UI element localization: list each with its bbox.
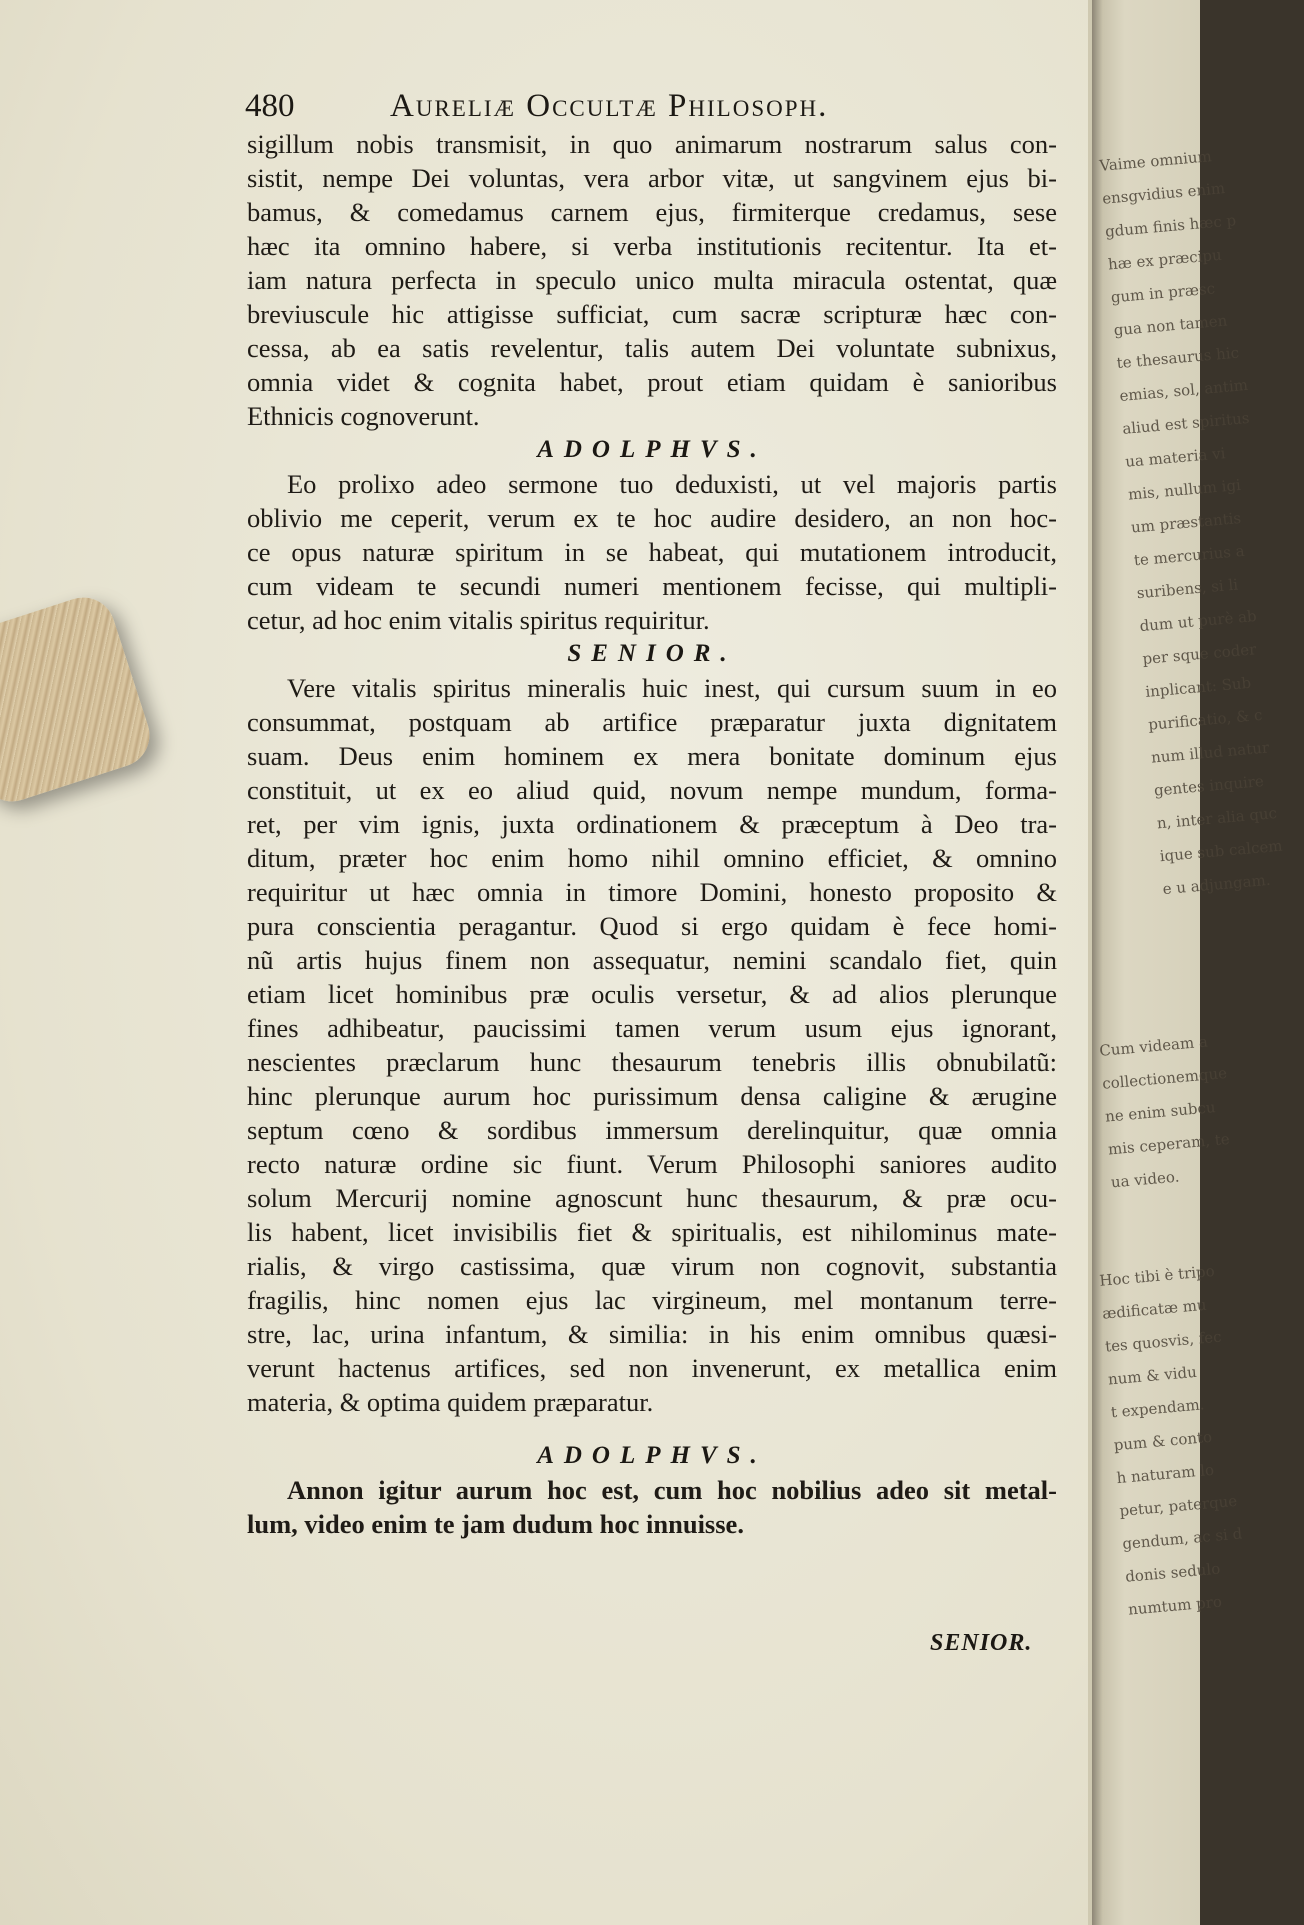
text-line: ce opus naturæ spiritum in se habeat, qui mutationem introducit, [247, 537, 1057, 567]
text-line: stre, lac, urina infantum, & similia: in his enim omnibus quæsi- [247, 1319, 1057, 1349]
facing-text-fragment: ædificatæ mu [1101, 1295, 1208, 1323]
speaker-heading: ADOLPHVS. [537, 1442, 767, 1469]
facing-text-fragment: numtum pro [1127, 1592, 1223, 1619]
text-line: nũ artis hujus finem non assequatur, nemini scandalo fiet, quin [247, 945, 1057, 975]
facing-text-fragment: h naturam lo [1115, 1460, 1215, 1488]
speaker-heading: SENIOR. [567, 640, 737, 667]
page-number: 480 [245, 88, 295, 124]
page-body-text [247, 127, 1057, 1541]
text-line: recto naturæ ordine sic fiunt. Verum Philosophi saniores audito [247, 1149, 1057, 1179]
text-line: suam. Deus enim hominem ex mera bonitate dominum ejus [247, 741, 1057, 771]
running-head: Aureliæ Occultæ Philosoph. [390, 88, 829, 124]
facing-text-fragment: num illud natur [1150, 738, 1270, 767]
facing-text-block-1 [1098, 138, 1304, 906]
text-line: pura conscientia peragantur. Quod si ergo quidam è fece homi- [247, 911, 1057, 941]
catchword: SENIOR. [930, 1630, 1033, 1656]
text-line: ditum, præter hoc enim homo nihil omnino efficiet, & omnino [247, 843, 1057, 873]
facing-text-fragment: gdum finis hæc p [1104, 211, 1237, 241]
text-line: Eo prolixo adeo sermone tuo deduxisti, ut vel majoris partis [287, 469, 1057, 499]
text-line: sistit, nempe Dei voluntas, vera arbor vitæ, ut sangvinem ejus bi- [247, 163, 1057, 193]
facing-text-fragment: petur, paterque [1118, 1491, 1238, 1521]
facing-text-fragment: aliud est spiritus [1121, 408, 1251, 438]
text-line: rialis, & virgo castissima, quæ virum non cognovit, substantia [247, 1251, 1057, 1281]
facing-text-fragment: t expendam. [1110, 1395, 1206, 1422]
text-line: fragilis, hinc nomen ejus lac virgineum, mel montanum terre- [247, 1285, 1057, 1315]
facing-text-fragment: um præstantis [1130, 508, 1242, 537]
facing-text-fragment: e u adjungam. [1161, 870, 1272, 899]
facing-text-fragment: n, inter alia quc [1156, 803, 1278, 833]
facing-text-fragment: dum ut purè ab [1138, 606, 1258, 636]
facing-text-fragment: ensgvidius enim [1101, 179, 1226, 208]
text-line: sigillum nobis transmisit, in quo animarum nostrarum salus con- [247, 129, 1057, 159]
text-line: lis habent, licet invisibilis fiet & spiritualis, est nihilominus mate- [247, 1217, 1057, 1247]
facing-text-fragment: Vaime omnium [1098, 147, 1213, 175]
facing-text-fragment: ua materia vi [1124, 444, 1227, 471]
facing-text-fragment: pum & conto [1112, 1427, 1213, 1455]
facing-text-fragment: purificatio, & c [1147, 705, 1264, 734]
text-line: cessa, ab ea satis revelentur, talis autem Dei voluntate subnixus, [247, 333, 1057, 363]
facing-text-fragment: collectionemque [1101, 1063, 1228, 1093]
facing-text-fragment: emias, sol, antim [1118, 375, 1249, 406]
text-line: nescientes præclarum hunc thesaurum tenebris illis obnubilatũ: [247, 1047, 1057, 1077]
text-line: fines adhibeatur, paucissimi tamen verum usum ejus ignorant, [247, 1013, 1057, 1043]
text-line: etiam licet hominibus præ oculis versetur, & ad alios plerunque [247, 979, 1057, 1009]
text-line: consummat, postquam ab artifice præparatur juxta dignitatem [247, 707, 1057, 737]
text-line: breviuscule hic attigisse sufficiat, cum sacræ scripturæ hæc con- [247, 299, 1057, 329]
facing-text-fragment: Hoc tibi è tripo [1098, 1261, 1216, 1290]
facing-text-fragment: gum in præsc [1110, 279, 1216, 307]
text-line: Annon igitur aurum hoc est, cum hoc nobilius adeo sit metal- [287, 1475, 1057, 1505]
text-line: cum videam te secundi numeri mentionem fecisse, qui multipli- [247, 571, 1057, 601]
facing-text-fragment: suribens, si li [1135, 575, 1239, 603]
facing-text-fragment: te mercurius a [1133, 541, 1246, 570]
facing-text-fragment: mis ceperam, te [1107, 1129, 1231, 1159]
facing-text-fragment: Cum videam a [1098, 1032, 1209, 1060]
text-line: bamus, & comedamus carnem ejus, firmiterque credamus, sese [247, 197, 1057, 227]
text-line: septum cœno & sordibus immersum derelinquitur, quæ omnia [247, 1115, 1057, 1145]
text-line: constituit, ut ex eo aliud quid, novum nempe mundum, forma- [247, 775, 1057, 805]
facing-text-fragment: gua non tamen [1112, 311, 1228, 340]
facing-text-fragment: num & vidu [1107, 1362, 1198, 1389]
facing-text-block-3 [1098, 1253, 1269, 1627]
text-line: ret, per vim ignis, juxta ordinationem & præceptum à Deo tra- [247, 809, 1057, 839]
facing-text-fragment: per sque coder [1141, 640, 1257, 669]
facing-text-block-2 [1098, 1023, 1252, 1200]
facing-text-fragment: hæ ex præcipu [1107, 245, 1223, 274]
text-line: requiritur ut hæc omnia in timore Domini, honesto proposito & [247, 877, 1057, 907]
facing-text-fragment: te thesaurus hic [1115, 343, 1240, 373]
text-line: cetur, ad hoc enim vitalis spiritus requiritur. [247, 605, 710, 635]
text-line: iam natura perfecta in speculo unico multa miracula ostentat, quæ [247, 265, 1057, 295]
facing-text-fragment: donis sedulo [1124, 1559, 1221, 1586]
text-line: omnia videt & cognita habet, prout etiam quidam è sanioribus [247, 367, 1057, 397]
facing-text-fragment: ne enim subcu [1104, 1098, 1217, 1126]
facing-text-fragment: tes quosvis, fec [1104, 1327, 1223, 1356]
text-line: hinc plerunque aurum hoc purissimum densa caligine & ærugine [247, 1081, 1057, 1111]
speaker-heading: ADOLPHVS. [537, 436, 767, 463]
text-line: Ethnicis cognoverunt. [247, 401, 480, 431]
facing-text-fragment: gentes inquire [1153, 771, 1265, 800]
text-line: materia, & optima quidem præparatur. [247, 1387, 654, 1417]
text-line: lum, video enim te jam dudum hoc innuisse. [247, 1509, 744, 1539]
facing-page-edge [1092, 0, 1284, 1925]
text-line: Vere vitalis spiritus mineralis huic inest, qui cursum suum in eo [287, 673, 1057, 703]
facing-text-fragment: inplicant: Sub [1144, 673, 1252, 701]
text-line: hæc ita omnino habere, si verba institutionis recitentur. Ita et- [247, 231, 1057, 261]
text-line: verunt hactenus artifices, sed non invenerunt, ex metallica enim [247, 1353, 1057, 1383]
facing-text-fragment: ique sub calcem [1159, 836, 1284, 866]
text-line: oblivio me ceperit, verum ex te hoc audire desidero, an non hoc- [247, 503, 1057, 533]
facing-text-fragment: mis, nullum igi [1127, 475, 1242, 504]
text-line: solum Mercurij nomine agnoscunt hunc thesaurum, & præ ocu- [247, 1183, 1057, 1213]
facing-text-fragment: gendum, ac si d [1121, 1524, 1243, 1553]
facing-text-fragment: ua video. [1110, 1167, 1181, 1192]
